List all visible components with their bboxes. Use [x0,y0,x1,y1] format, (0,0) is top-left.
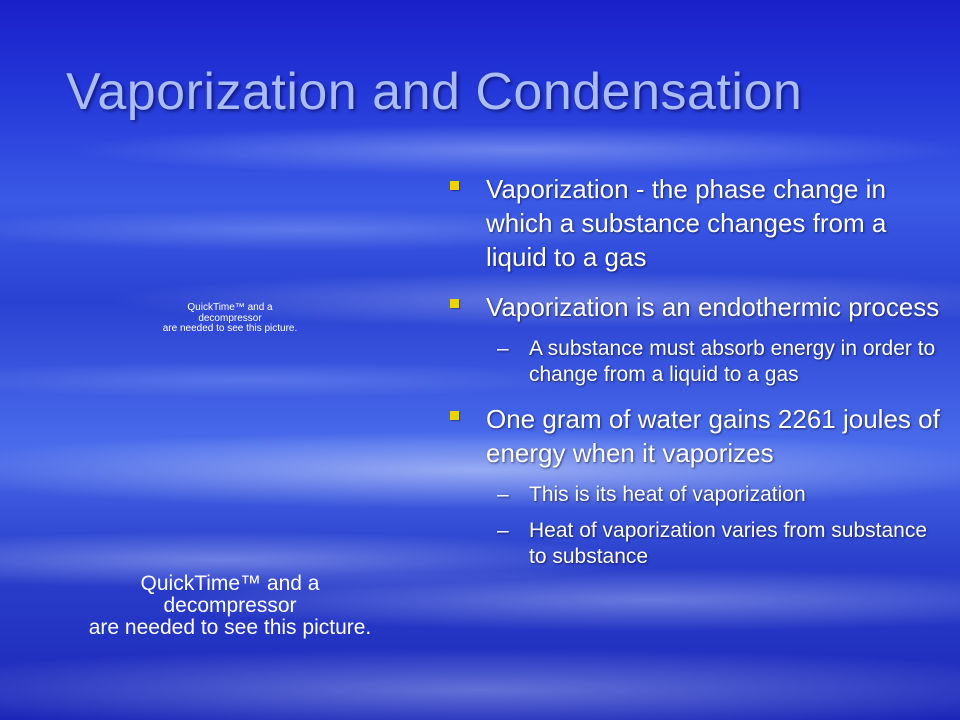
sub-bullet-item [450,336,950,388]
bullet-item [450,172,950,274]
dash-bullet-icon: – [497,337,509,360]
placeholder-line: QuickTime™ and a [187,302,273,313]
bullet-text: Vaporization - the phase change in which a substance changes from a liquid to a gas [486,174,887,272]
placeholder-line: decompressor [198,312,262,324]
square-bullet-icon [450,299,459,308]
quicktime-placeholder-large [70,573,390,639]
dash-bullet-icon: – [497,483,509,506]
square-bullet-icon [450,181,459,190]
sub-bullet-text: A substance must absorb energy in order to change from a liquid to a gas [529,337,936,386]
bullet-item [450,290,950,324]
sub-bullet-item [450,518,950,570]
bullet-text: Vaporization is an endothermic process [486,292,940,322]
placeholder-line: decompressor [163,594,297,618]
placeholder-line: QuickTime™ and a [140,572,320,595]
placeholder-line: are needed to see this picture. [162,323,298,334]
quicktime-placeholder-small [130,303,330,335]
dash-bullet-icon: – [497,519,509,542]
sub-bullet-text: Heat of vaporization varies from substance to substance [529,519,928,568]
bullet-item [450,402,950,470]
sub-bullet-item [450,482,950,508]
sub-bullet-text: This is its heat of vaporization [529,483,806,506]
square-bullet-icon [450,411,459,420]
slide-title: Vaporization and Condensation [66,63,803,121]
placeholder-line: are needed to see this picture. [88,616,372,640]
bullet-list [450,172,950,584]
bullet-text: One gram of water gains 2261 joules of energy when it vaporizes [486,404,940,468]
